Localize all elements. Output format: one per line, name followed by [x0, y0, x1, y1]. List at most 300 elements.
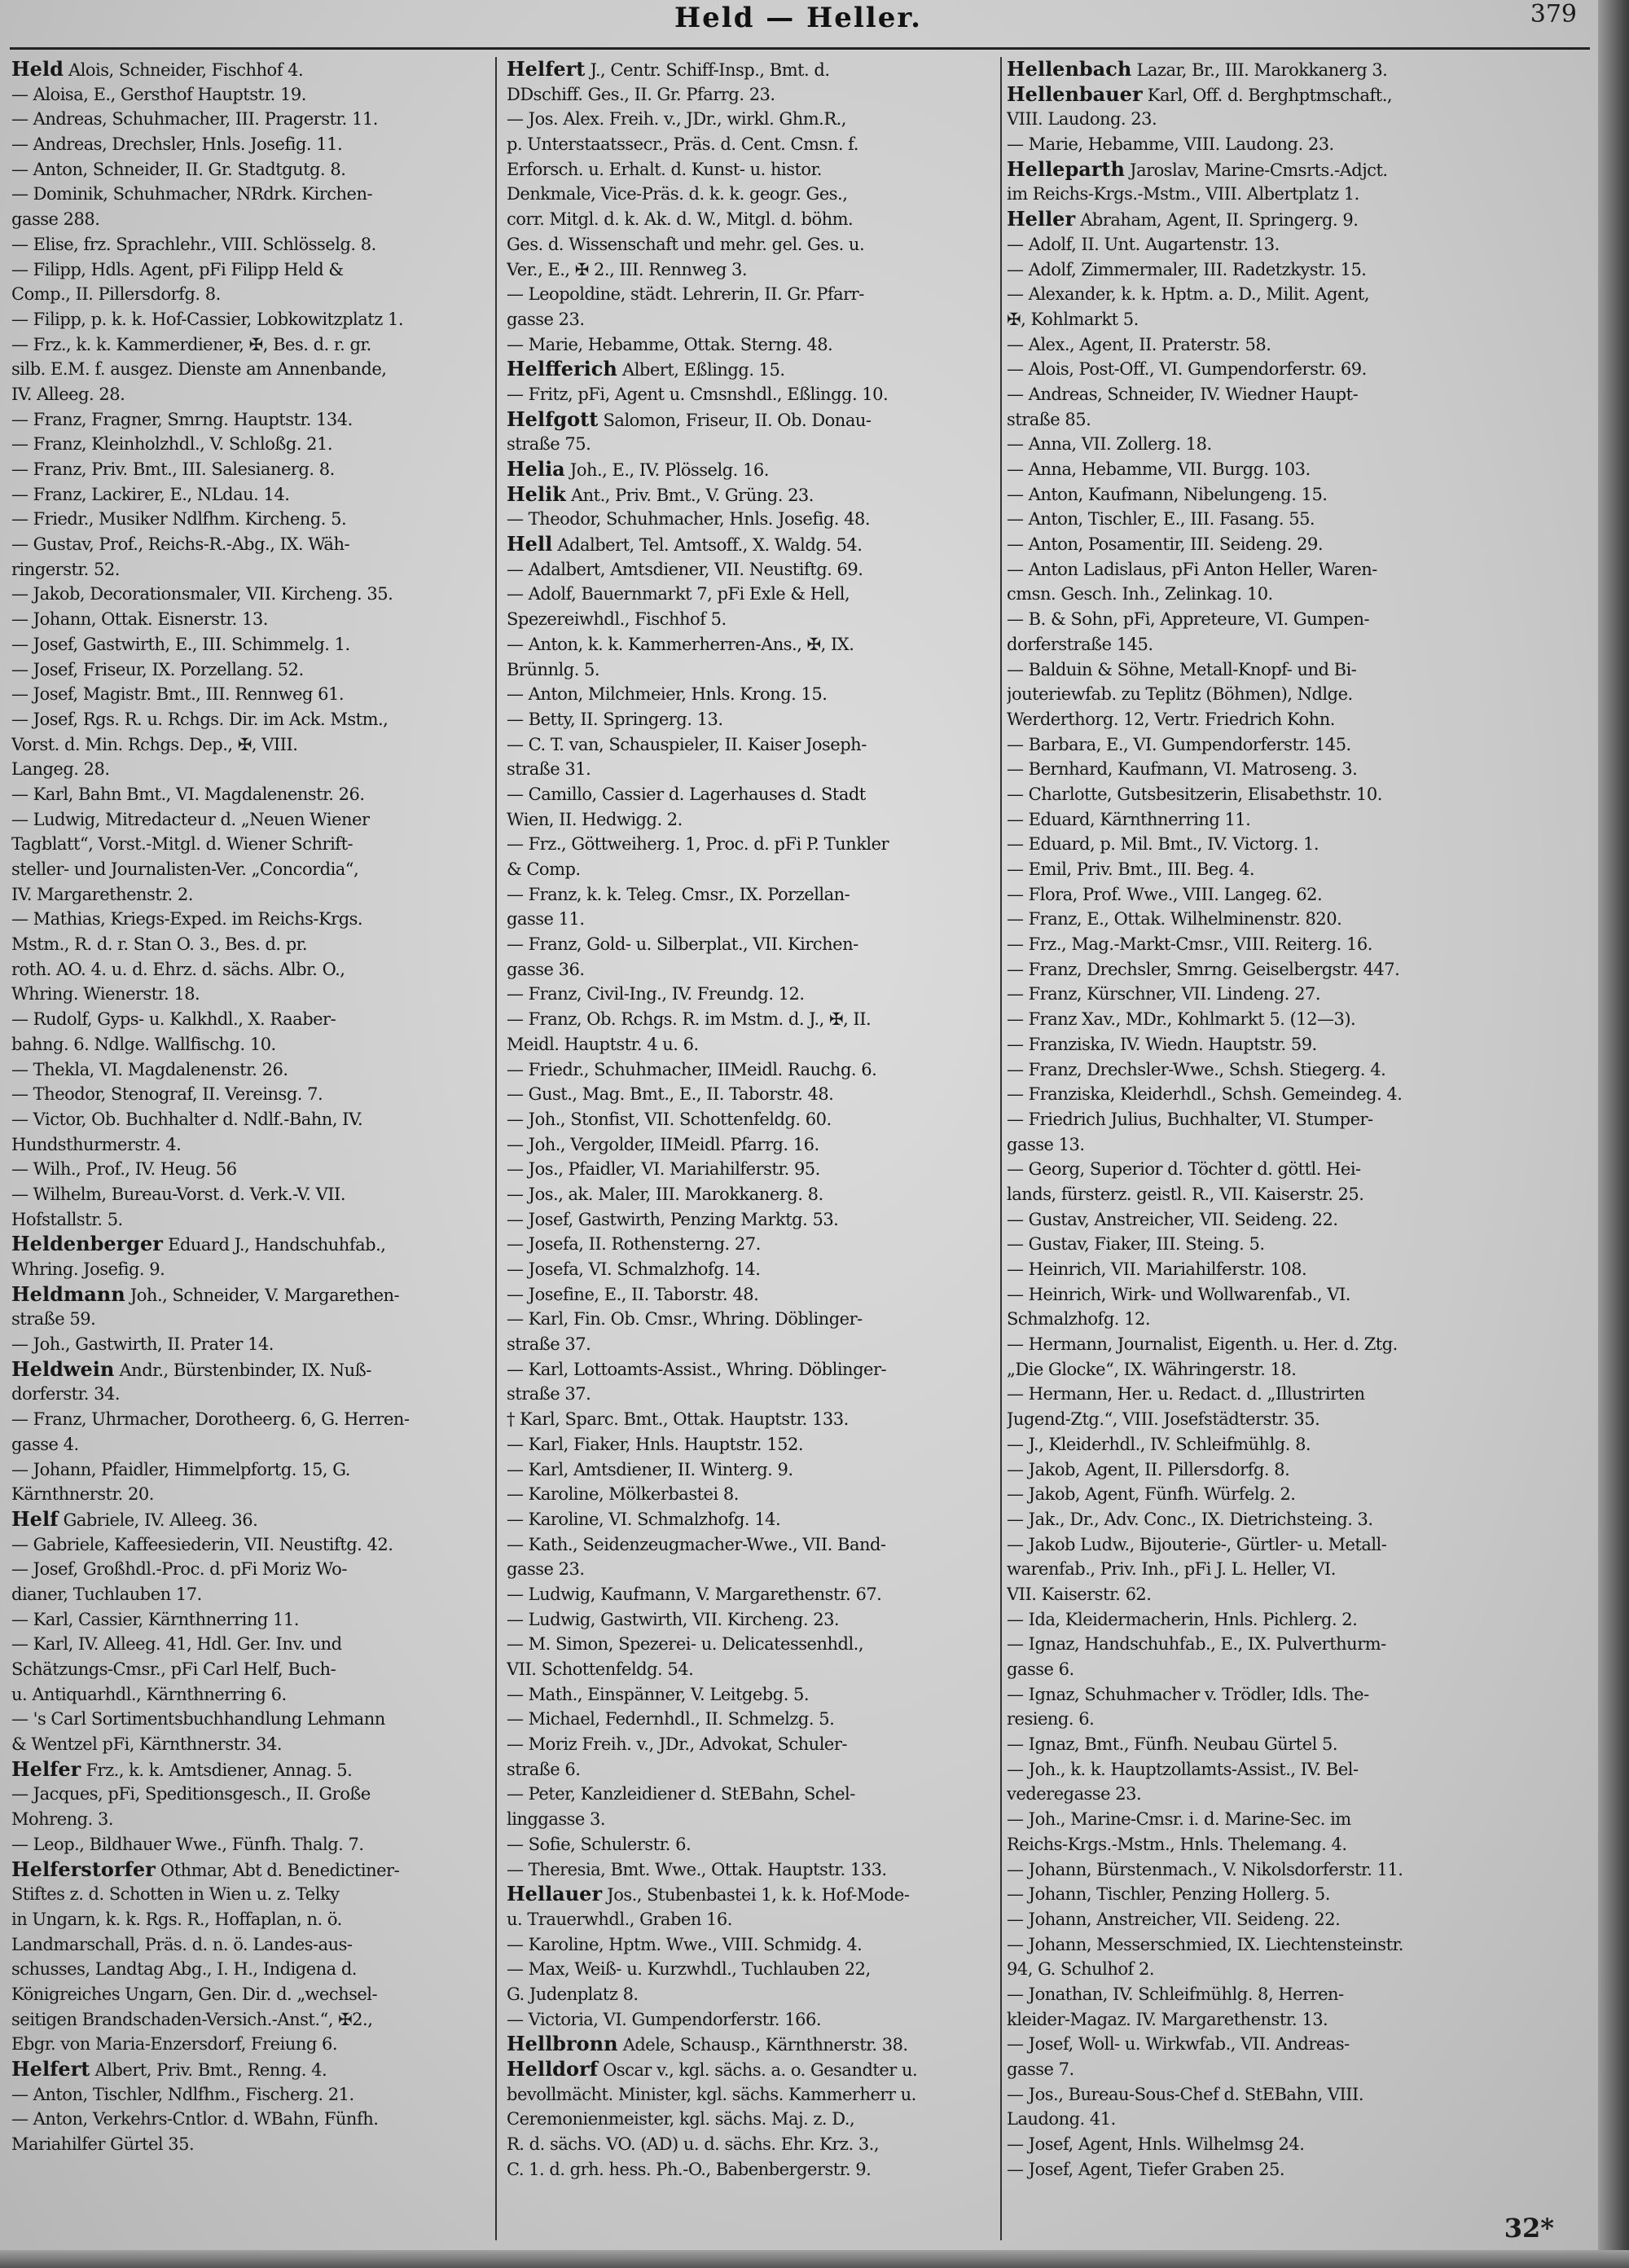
directory-entry-line	[507, 1457, 995, 1483]
entry-text: — Karl, Cassier, Kärnthnerring 11.	[11, 1609, 299, 1629]
entry-text: Hundsthurmerstr. 4.	[11, 1134, 182, 1154]
entry-text: — Michael, Federnhdl., II. Schmelzg. 5.	[507, 1709, 835, 1730]
directory-entry-line	[11, 1157, 489, 1182]
directory-entry-line	[1007, 332, 1587, 358]
directory-entry-line	[507, 207, 995, 232]
entry-text: straße 37.	[507, 1334, 591, 1355]
entry-surname: Hell	[507, 532, 553, 556]
directory-entry-line	[507, 682, 995, 707]
directory-entry-line	[1007, 2157, 1587, 2182]
entry-text: p. Unterstaatssecr., Präs. d. Cent. Cmsn. f.	[507, 134, 858, 155]
entry-text: lands, fürsterz. geistl. R., VII. Kaiserstr. 25.	[1007, 1184, 1364, 1204]
directory-entry-line	[11, 1232, 489, 1257]
directory-entry-line	[11, 157, 489, 182]
entry-text: Reichs-Krgs.-Mstm., Hnls. Thelemang. 4.	[1007, 1834, 1347, 1854]
entry-text: — Johann, Ottak. Eisnerstr. 13.	[11, 609, 268, 630]
entry-text: — Leopoldine, städt. Lehrerin, II. Gr. Pfarr-	[507, 284, 864, 305]
directory-entry-line	[11, 1307, 489, 1332]
directory-entry-line	[11, 2132, 489, 2157]
directory-entry-line	[11, 1107, 489, 1132]
entry-text: Werderthorg. 12, Vertr. Friedrich Kohn.	[1007, 709, 1335, 729]
entry-text: — Jos., Bureau-Sous-Chef d. StEBahn, VIII.	[1007, 2084, 1364, 2104]
entry-text: — Marie, Hebamme, VIII. Laudong. 23.	[1007, 134, 1334, 155]
directory-entry-line	[11, 1907, 489, 1932]
directory-entry-line	[11, 982, 489, 1007]
entry-text: Karl, Off. d. Berghptmschaft.,	[1142, 85, 1393, 105]
directory-entry-line	[1007, 507, 1587, 532]
directory-entry-line	[1007, 2132, 1587, 2157]
entry-text: Stiftes z. d. Schotten in Wien u. z. Telky	[11, 1884, 340, 1905]
entry-text: — Dominik, Schuhmacher, NRdrk. Kirchen-	[11, 184, 373, 204]
directory-entry-line	[11, 1432, 489, 1457]
entry-text: gasse 36.	[507, 959, 585, 979]
entry-text: dorferstraße 145.	[1007, 634, 1153, 654]
entry-text: Ver., E., ✠ 2., III. Rennweg 3.	[507, 259, 748, 279]
directory-entry-line	[1007, 107, 1587, 132]
directory-entry-line	[11, 707, 489, 732]
directory-entry-line	[507, 382, 995, 407]
entry-text: — Josef, Agent, Tiefer Graben 25.	[1007, 2159, 1285, 2179]
directory-entry-line	[507, 557, 995, 582]
entry-text: — Anna, VII. Zollerg. 18.	[1007, 434, 1212, 455]
directory-entry-line	[11, 1532, 489, 1558]
entry-text: — Betty, II. Springerg. 13.	[507, 709, 723, 729]
entry-text: — Franz Xav., MDr., Kohlmarkt 5. (12—3).	[1007, 1009, 1356, 1030]
entry-text: — Franz, Drechsler-Wwe., Schsh. Stiegerg. 4.	[1007, 1059, 1386, 1079]
directory-entry-line	[11, 782, 489, 807]
directory-entry-line	[507, 357, 995, 382]
entry-text: — Friedrich Julius, Buchhalter, VI. Stumper-	[1007, 1109, 1373, 1129]
page-header-title: Held — Heller.	[674, 2, 922, 34]
entry-text: — Anton, Posamentir, III. Seideng. 29.	[1007, 534, 1323, 555]
directory-entry-line	[1007, 382, 1587, 407]
entry-text: Ges. d. Wissenschaft und mehr. gel. Ges. u.	[507, 234, 865, 254]
directory-entry-line	[1007, 582, 1587, 607]
directory-entry-line	[1007, 1932, 1587, 1958]
entry-text: — Jakob Ludw., Bijouterie-, Gürtler- u. Metall-	[1007, 1534, 1387, 1554]
entry-text: Whring. Wienerstr. 18.	[11, 984, 200, 1004]
directory-entry-line	[11, 1382, 489, 1407]
directory-entry-line	[1007, 1357, 1587, 1382]
entry-text: Landmarschall, Präs. d. n. ö. Landes-aus-	[11, 1934, 353, 1954]
entry-text: gasse 13.	[1007, 1134, 1085, 1154]
entry-text: Ceremonienmeister, kgl. sächs. Maj. z. D.,	[507, 2109, 855, 2130]
entry-text: — Joh., Marine-Cmsr. i. d. Marine-Sec. im	[1007, 1809, 1351, 1830]
directory-entry-line	[1007, 1082, 1587, 1107]
entry-text: — Theodor, Schuhmacher, Hnls. Josefig. 48.	[507, 509, 871, 530]
entry-text: Ant., Priv. Bmt., V. Grüng. 23.	[565, 485, 814, 505]
directory-entry-line	[11, 207, 489, 232]
directory-column-3	[1007, 57, 1587, 2248]
entry-text: Jaroslav, Marine-Cmsrts.-Adjct.	[1124, 160, 1388, 180]
entry-surname: Heldwein	[11, 1356, 115, 1381]
directory-entry-line	[507, 1582, 995, 1607]
directory-entry-line	[1007, 1432, 1587, 1457]
entry-text: Lazar, Br., III. Marokkanerg 3.	[1131, 60, 1388, 80]
entry-text: & Comp.	[507, 859, 581, 879]
entry-text: — Josef, Rgs. R. u. Rchgs. Dir. im Ack. Mstm.,	[11, 709, 389, 729]
directory-entry-line	[11, 1407, 489, 1432]
directory-entry-line	[11, 757, 489, 782]
entry-text: — Theresia, Bmt. Wwe., Ottak. Hauptstr. 133.	[507, 1859, 887, 1879]
entry-text: Adalbert, Tel. Amtsoff., X. Waldg. 54.	[552, 535, 863, 556]
entry-text: Schmalzhofg. 12.	[1007, 1309, 1151, 1330]
entry-text: u. Antiquarhdl., Kärnthnerring 6.	[11, 1684, 287, 1704]
directory-entry-line	[507, 1507, 995, 1532]
entry-text: dorferstr. 34.	[11, 1384, 121, 1404]
entry-text: Königreiches Ungarn, Gen. Dir. d. „wechsel-	[11, 1984, 378, 2004]
directory-entry-line	[11, 432, 489, 457]
entry-text: — Adolf, Zimmermaler, III. Radetzkystr. 15.	[1007, 259, 1367, 279]
directory-entry-line	[1007, 357, 1587, 382]
entry-text: — B. & Sohn, pFi, Appreteure, VI. Gumpen-	[1007, 609, 1370, 630]
entry-text: gasse 23.	[507, 309, 585, 329]
directory-entry-line	[507, 107, 995, 132]
entry-text: resieng. 6.	[1007, 1709, 1095, 1730]
entry-text: — Eduard, p. Mil. Bmt., IV. Victorg. 1.	[1007, 834, 1319, 855]
directory-entry-line	[11, 1932, 489, 1958]
directory-entry-line	[11, 1132, 489, 1158]
directory-entry-line	[11, 507, 489, 532]
directory-entry-line	[507, 1157, 995, 1182]
entry-text: Brünnlg. 5.	[507, 659, 600, 679]
directory-entry-line	[507, 707, 995, 732]
entry-text: — Gabriele, Kaffeesiederin, VII. Neustiftg. 42.	[11, 1534, 393, 1554]
entry-text: linggasse 3.	[507, 1809, 606, 1830]
entry-text: Gabriele, IV. Alleeg. 36.	[58, 1510, 258, 1530]
entry-text: straße 31.	[507, 759, 591, 780]
directory-entry-line	[11, 1482, 489, 1507]
entry-text: — Gustav, Fiaker, III. Steing. 5.	[1007, 1234, 1265, 1255]
directory-entry-line	[507, 1432, 995, 1457]
entry-text: — Flora, Prof. Wwe., VIII. Langeg. 62.	[1007, 884, 1323, 904]
directory-entry-line	[1007, 1507, 1587, 1532]
directory-entry-line	[507, 632, 995, 657]
entry-text: VII. Schottenfeldg. 54.	[507, 1659, 694, 1679]
entry-text: Schätzungs-Cmsr., pFi Carl Helf, Buch-	[11, 1659, 336, 1679]
directory-entry-line	[11, 357, 489, 382]
entry-text: — Ludwig, Mitredacteur d. „Neuen Wiener	[11, 809, 370, 829]
directory-entry-line	[1007, 1307, 1587, 1332]
directory-entry-line	[507, 1557, 995, 1582]
directory-entry-line	[507, 307, 995, 332]
entry-text: — Johann, Bürstenmach., V. Nikolsdorferstr. 11.	[1007, 1859, 1403, 1879]
directory-entry-line	[11, 732, 489, 758]
entry-text: — Karl, Lottoamts-Assist., Whring. Döblinger-	[507, 1359, 887, 1379]
directory-entry-line	[507, 1057, 995, 1083]
directory-entry-line	[11, 482, 489, 508]
entry-text: — Josef, Großhdl.-Proc. d. pFi Moriz Wo-	[11, 1559, 347, 1580]
directory-entry-line	[507, 507, 995, 532]
directory-entry-line	[11, 1807, 489, 1832]
directory-entry-line	[11, 1557, 489, 1582]
directory-entry-line	[11, 1357, 489, 1382]
directory-entry-line	[1007, 1632, 1587, 1657]
entry-text: — Andreas, Schneider, IV. Wiedner Haupt-	[1007, 384, 1359, 404]
entry-text: — Frz., k. k. Kammerdiener, ✠, Bes. d. r. gr.	[11, 334, 371, 354]
directory-entry-line	[1007, 82, 1587, 108]
directory-entry-line	[507, 2032, 995, 2057]
entry-text: — Joh., Stonfist, VII. Schottenfeldg. 60.	[507, 1109, 832, 1129]
directory-entry-line	[11, 932, 489, 957]
entry-text: Tagblatt“, Vorst.-Mitgl. d. Wiener Schrift-	[11, 834, 353, 855]
entry-text: — Joh., Vergolder, IIMeidl. Pfarrg. 16.	[507, 1134, 819, 1154]
directory-entry-line	[507, 1232, 995, 1257]
directory-entry-line	[11, 1632, 489, 1657]
directory-entry-line	[11, 582, 489, 607]
scan-edge-right	[1598, 0, 1629, 2268]
entry-text: † Karl, Sparc. Bmt., Ottak. Hauptstr. 133.	[507, 1409, 849, 1430]
directory-entry-line	[1007, 707, 1587, 732]
directory-entry-line	[1007, 1807, 1587, 1832]
directory-entry-line	[1007, 2057, 1587, 2082]
entry-text: — Wilh., Prof., IV. Heug. 56	[11, 1159, 237, 1180]
entry-text: — Wilhelm, Bureau-Vorst. d. Verk.-V. VII.	[11, 1184, 346, 1204]
directory-entry-line	[507, 1307, 995, 1332]
directory-entry-line	[507, 782, 995, 807]
directory-entry-line	[11, 1457, 489, 1483]
directory-entry-line	[11, 857, 489, 882]
directory-entry-line	[507, 1132, 995, 1158]
directory-entry-line	[11, 1832, 489, 1857]
directory-entry-line	[507, 182, 995, 207]
directory-entry-line	[1007, 182, 1587, 207]
directory-entry-line	[507, 457, 995, 482]
directory-entry-line	[507, 432, 995, 457]
entry-surname: Helfer	[11, 1756, 81, 1781]
directory-entry-line	[507, 332, 995, 358]
directory-entry-line	[507, 1357, 995, 1382]
entry-text: — Josefa, II. Rothensterng. 27.	[507, 1234, 761, 1255]
entry-text: gasse 11.	[507, 909, 585, 930]
entry-text: IV. Margarethenstr. 2.	[11, 884, 193, 904]
entry-text: — Alex., Agent, II. Praterstr. 58.	[1007, 334, 1271, 354]
entry-text: VII. Kaiserstr. 62.	[1007, 1584, 1152, 1604]
entry-text: — Josef, Woll- u. Wirkwfab., VII. Andreas-	[1007, 2034, 1350, 2055]
directory-entry-line	[507, 832, 995, 857]
entry-text: warenfab., Priv. Inh., pFi J. L. Heller, VI.	[1007, 1559, 1336, 1580]
directory-entry-line	[1007, 1582, 1587, 1607]
directory-entry-line	[1007, 882, 1587, 908]
entry-text: ✠, Kohlmarkt 5.	[1007, 309, 1139, 329]
entry-text: Mstm., R. d. r. Stan O. 3., Bes. d. pr.	[11, 934, 308, 955]
directory-entry-line	[1007, 432, 1587, 457]
entry-text: straße 37.	[507, 1384, 591, 1404]
directory-entry-line	[11, 1957, 489, 1982]
directory-entry-line	[1007, 1982, 1587, 2007]
entry-text: — Barbara, E., VI. Gumpendorferstr. 145.	[1007, 734, 1351, 754]
entry-text: — Johann, Messerschmied, IX. Liechtensteinstr.	[1007, 1934, 1403, 1954]
directory-entry-line	[11, 2082, 489, 2108]
directory-entry-line	[1007, 1557, 1587, 1582]
directory-entry-line	[11, 307, 489, 332]
directory-entry-line	[507, 1732, 995, 1757]
entry-text: Othmar, Abt d. Benedictiner-	[155, 1860, 400, 1880]
entry-text: steller- und Journalisten-Ver. „Concordia“,	[11, 859, 359, 879]
entry-text: — Karl, Fin. Ob. Cmsr., Whring. Döblinger-	[507, 1309, 863, 1330]
entry-text: — Johann, Anstreicher, VII. Seideng. 22.	[1007, 1909, 1341, 1929]
directory-entry-line	[507, 2057, 995, 2082]
directory-entry-line	[1007, 1957, 1587, 1982]
directory-entry-line	[11, 1582, 489, 1607]
entry-text: — Karoline, Hptm. Wwe., VIII. Schmidg. 4.	[507, 1934, 863, 1954]
entry-text: — Bernhard, Kaufmann, VI. Matroseng. 3.	[1007, 759, 1358, 780]
directory-entry-line	[1007, 532, 1587, 557]
entry-text: — Ida, Kleidermacherin, Hnls. Pichlerg. 2.	[1007, 1609, 1358, 1629]
entry-text: — Rudolf, Gyps- u. Kalkhdl., X. Raaber-	[11, 1009, 336, 1030]
entry-text: Andr., Bürstenbinder, IX. Nuß-	[114, 1360, 371, 1380]
entry-text: — Friedr., Musiker Ndlfhm. Kircheng. 5.	[11, 509, 347, 530]
directory-entry-line	[507, 2007, 995, 2033]
scan-edge-bottom	[0, 2250, 1629, 2268]
directory-entry-line	[11, 1732, 489, 1757]
directory-entry-line	[1007, 557, 1587, 582]
directory-column-2	[507, 57, 995, 2248]
directory-entry-line	[11, 1607, 489, 1633]
entry-surname: Helf	[11, 1506, 59, 1531]
entry-text: VIII. Laudong. 23.	[1007, 109, 1157, 130]
directory-entry-line	[11, 1032, 489, 1057]
directory-entry-line	[507, 1007, 995, 1032]
entry-text: — Karoline, Mölkerbastei 8.	[507, 1484, 739, 1505]
entry-text: — Franz, E., Ottak. Wilhelminenstr. 820.	[1007, 909, 1342, 930]
directory-entry-line	[507, 1632, 995, 1657]
directory-entry-line	[1007, 407, 1587, 433]
entry-text: — Andreas, Schuhmacher, III. Pragerstr. 11.	[11, 109, 378, 130]
directory-entry-line	[11, 557, 489, 582]
entry-text: gasse 288.	[11, 209, 100, 230]
entry-text: — Aloisa, E., Gersthof Hauptstr. 19.	[11, 84, 306, 104]
entry-surname: Helldorf	[507, 2057, 598, 2081]
entry-text: straße 6.	[507, 1759, 581, 1779]
entry-text: — Hermann, Journalist, Eigenth. u. Her. d. Ztg.	[1007, 1334, 1398, 1355]
directory-entry-line	[1007, 2007, 1587, 2033]
directory-entry-line	[11, 1682, 489, 1708]
entry-text: — Ignaz, Handschuhfab., E., IX. Pulverthurm-	[1007, 1634, 1386, 1655]
directory-entry-line	[507, 532, 995, 557]
directory-entry-line	[507, 1707, 995, 1732]
entry-surname: Hellenbach	[1007, 57, 1132, 81]
entry-text: straße 59.	[11, 1309, 96, 1330]
entry-text: schusses, Landtag Abg., I. H., Indigena d.	[11, 1959, 357, 1980]
entry-text: bahng. 6. Ndlge. Wallfischg. 10.	[11, 1034, 276, 1054]
directory-entry-line	[11, 882, 489, 908]
directory-entry-line	[1007, 1382, 1587, 1407]
entry-text: — Josef, Friseur, IX. Porzellang. 52.	[11, 659, 304, 679]
entry-text: — Filipp, Hdls. Agent, pFi Filipp Held &	[11, 259, 344, 279]
directory-entry-line	[1007, 282, 1587, 307]
entry-text: — Franz, Ob. Rchgs. R. im Mstm. d. J., ✠, II.	[507, 1009, 872, 1030]
directory-entry-line	[1007, 1907, 1587, 1932]
directory-entry-line	[507, 1907, 995, 1932]
directory-entry-line	[11, 1207, 489, 1233]
directory-entry-line	[1007, 1332, 1587, 1357]
directory-entry-line	[1007, 832, 1587, 857]
entry-text: — Mathias, Kriegs-Exped. im Reichs-Krgs.	[11, 909, 363, 930]
entry-text: — Jos. Alex. Freih. v., JDr., wirkl. Ghm.R.,	[507, 109, 846, 130]
entry-text: — Elise, frz. Sprachlehr., VIII. Schlösselg. 8.	[11, 234, 376, 254]
entry-text: kleider-Magaz. IV. Margarethenstr. 13.	[1007, 2009, 1328, 2029]
directory-entry-line	[1007, 1757, 1587, 1782]
directory-entry-line	[11, 1657, 489, 1682]
directory-entry-line	[507, 1207, 995, 1233]
entry-text: Joh., E., IV. Plösselg. 16.	[564, 460, 769, 480]
entry-surname: Helfert	[11, 2057, 90, 2081]
directory-entry-line	[507, 1857, 995, 1883]
entry-surname: Helik	[507, 481, 566, 506]
entry-surname: Helfert	[507, 57, 586, 81]
header-rule	[10, 47, 1590, 50]
directory-entry-line	[1007, 782, 1587, 807]
directory-entry-line	[1007, 257, 1587, 283]
entry-text: — Josef, Gastwirth, E., III. Schimmelg. 1.	[11, 634, 350, 654]
directory-entry-line	[1007, 307, 1587, 332]
entry-text: Mohreng. 3.	[11, 1809, 113, 1830]
directory-entry-line	[507, 582, 995, 607]
directory-entry-line	[11, 1007, 489, 1032]
directory-entry-line	[507, 1182, 995, 1207]
entry-text: Adele, Schausp., Kärnthnerstr. 38.	[617, 2035, 908, 2055]
entry-text: — Franz, Civil-Ing., IV. Freundg. 12.	[507, 984, 805, 1004]
entry-text: — Josefa, VI. Schmalzhofg. 14.	[507, 1259, 761, 1279]
entry-surname: Helfgott	[507, 407, 599, 431]
entry-text: roth. AO. 4. u. d. Ehrz. d. sächs. Albr. O.,	[11, 959, 345, 979]
entry-text: Frz., k. k. Amtsdiener, Annag. 5.	[81, 1760, 353, 1780]
entry-text: — Franz, Kürschner, VII. Lindeng. 27.	[1007, 984, 1321, 1004]
entry-text: — Josef, Gastwirth, Penzing Marktg. 53.	[507, 1209, 839, 1229]
directory-entry-line	[507, 257, 995, 283]
entry-text: J., Centr. Schiff-Insp., Bmt. d.	[585, 60, 830, 80]
directory-entry-line	[1007, 757, 1587, 782]
directory-entry-line	[1007, 1032, 1587, 1057]
entry-text: Jos., Stubenbastei 1, k. k. Hof-Mode-	[602, 1885, 910, 1905]
directory-entry-line	[1007, 1182, 1587, 1207]
directory-entry-line	[507, 1882, 995, 1907]
entry-text: cmsn. Gesch. Inh., Zelinkag. 10.	[1007, 584, 1273, 604]
entry-text: — Karl, Amtsdiener, II. Winterg. 9.	[507, 1459, 793, 1479]
entry-text: gasse 6.	[1007, 1659, 1074, 1679]
entry-text: — Jakob, Agent, Fünfh. Würfelg. 2.	[1007, 1484, 1296, 1505]
entry-text: — Peter, Kanzleidiener d. StEBahn, Schel-	[507, 1784, 855, 1804]
entry-text: — Anton, Tischler, Ndlfhm., Fischerg. 21.	[11, 2084, 354, 2104]
directory-entry-line	[11, 457, 489, 482]
entry-text: vederegasse 23.	[1007, 1784, 1142, 1804]
directory-entry-line	[1007, 657, 1587, 683]
entry-text: straße 75.	[507, 434, 591, 455]
entry-text: — Anton, Verkehrs-Cntlor. d. WBahn, Fünfh.	[11, 2109, 379, 2130]
directory-entry-line	[507, 1832, 995, 1857]
entry-text: — Alois, Post-Off., VI. Gumpendorferstr. 69.	[1007, 359, 1367, 380]
directory-entry-line	[11, 1857, 489, 1883]
entry-text: im Reichs-Krgs.-Mstm., VIII. Albertplatz 1.	[1007, 184, 1359, 204]
directory-entry-line	[11, 907, 489, 932]
directory-entry-line	[1007, 482, 1587, 508]
entry-text: — Thekla, VI. Magdalenenstr. 26.	[11, 1059, 288, 1079]
entry-text: bevollmächt. Minister, kgl. sächs. Kammerherr u.	[507, 2084, 916, 2104]
directory-entry-line	[1007, 207, 1587, 232]
entry-text: — Gustav, Prof., Reichs-R.-Abg., IX. Wäh-	[11, 534, 350, 555]
entry-text: — M. Simon, Spezerei- u. Delicatessenhdl.,	[507, 1634, 864, 1655]
entry-text: silb. E.M. f. ausgez. Dienste am Annenbande,	[11, 359, 387, 380]
directory-entry-line	[1007, 1282, 1587, 1308]
directory-entry-line	[11, 1057, 489, 1083]
directory-entry-line	[1007, 857, 1587, 882]
directory-entry-line	[507, 407, 995, 433]
entry-text: — Jos., Pfaidler, VI. Mariahilferstr. 95.	[507, 1159, 820, 1180]
entry-text: Ebgr. von Maria-Enzersdorf, Freiung 6.	[11, 2034, 338, 2055]
page-number: 379	[1530, 0, 1577, 29]
entry-text: „Die Glocke“, IX. Währingerstr. 18.	[1007, 1359, 1297, 1379]
